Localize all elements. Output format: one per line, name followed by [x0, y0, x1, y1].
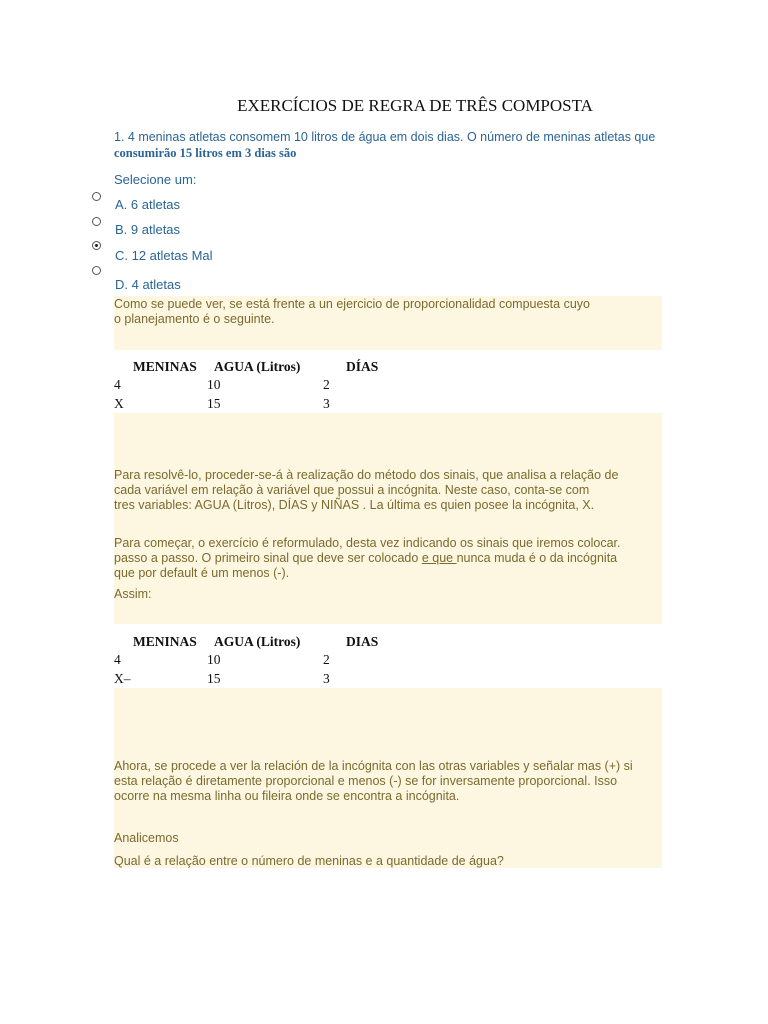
intro-line-2: o planejamento é o seguinte.: [114, 312, 275, 326]
para2-line-2-underlined: e que: [421, 551, 457, 565]
para1-line-1: Para resolvê-lo, proceder-se-á à realização do método dos sinais, que analisa a relação de: [114, 468, 619, 482]
table1-cell: 4: [114, 377, 121, 392]
table2-cell: X–: [114, 671, 131, 686]
table1-cell: 3: [323, 396, 330, 411]
table2-cell: 15: [207, 671, 221, 686]
radio-option-d[interactable]: [92, 266, 101, 275]
table2-header-agua: AGUA (Litros): [214, 634, 301, 649]
para1-line-3: tres variables: AGUA (Litros), DÍAS y NIÑAS . La última es quien posee la incógnita, X.: [114, 498, 595, 512]
para2-line-2: [114, 551, 621, 566]
assim-label: Assim:: [114, 587, 152, 601]
question-text: [114, 129, 674, 161]
option-b-label[interactable]: B. 9 atletas: [115, 222, 181, 237]
table1-header-dias: DÍAS: [346, 359, 379, 374]
table1-cell: 10: [207, 377, 221, 392]
final-question: Qual é a relação entre o número de meninas e a quantidade de água?: [114, 854, 504, 868]
intro-text: [114, 297, 590, 327]
para3-text: [114, 759, 633, 804]
table2-cell: 2: [323, 652, 330, 667]
radio-option-b[interactable]: [92, 217, 101, 226]
para1-text: [114, 468, 618, 513]
table2-header-dias: DIAS: [346, 634, 379, 649]
para3-line-1: Ahora, se procede a ver la relación de la incógnita con las otras variables y señalar mas (+) si: [114, 759, 633, 773]
para1-line-2: cada variável em relação à variável que possui a incógnita. Neste caso, conta-se com: [114, 483, 590, 497]
para3-line-3: ocorre na mesma linha ou fileira onde se encontra a incógnita.: [114, 789, 460, 803]
para2-text: [114, 536, 621, 581]
table2-header-meninas: MENINAS: [133, 634, 197, 649]
select-label: Selecione um:: [114, 172, 197, 187]
table1-header-agua: AGUA (Litros): [214, 359, 301, 374]
page-title: EXERCÍCIOS DE REGRA DE TRÊS COMPOSTA: [237, 96, 593, 115]
analicemos-label: Analicemos: [114, 831, 179, 845]
question-line-1: 1. 4 meninas atletas consomem 10 litros de água em dois dias. O número de meninas atletas que: [114, 130, 656, 144]
para2-line-2-b: nunca muda é o da incógnita: [456, 551, 618, 565]
radio-option-a[interactable]: [92, 192, 101, 201]
table2-cell: 10: [207, 652, 221, 667]
para2-line-1: Para começar, o exercício é reformulado, desta vez indicando os sinais que iremos colocar.: [114, 536, 621, 550]
option-a-label[interactable]: A. 6 atletas: [115, 197, 181, 212]
table1-header-meninas: MENINAS: [133, 359, 197, 374]
explanation-band: [114, 413, 662, 624]
option-d-label[interactable]: D. 4 atletas: [115, 277, 181, 292]
table1-cell: 2: [323, 377, 330, 392]
table1-cell: X: [114, 396, 124, 411]
para2-line-2-a: passo a passo. O primeiro sinal que deve ser colocado: [114, 551, 422, 565]
radio-option-c[interactable]: [92, 241, 101, 250]
table2-cell: 4: [114, 652, 121, 667]
para2-line-3: que por default é um menos (-).: [114, 566, 290, 580]
table2-cell: 3: [323, 671, 330, 686]
table1-cell: 15: [207, 396, 221, 411]
question-line-2: consumirão 15 litros em 3 dias são: [114, 146, 297, 160]
option-c-label[interactable]: C. 12 atletas Mal: [115, 248, 213, 263]
para3-line-2: esta relação é diretamente proporcional e menos (-) se for inversamente proporcional. Isso: [114, 774, 618, 788]
intro-line-1: Como se puede ver, se está frente a un ejercicio de proporcionalidad compuesta cuyo: [114, 297, 590, 311]
